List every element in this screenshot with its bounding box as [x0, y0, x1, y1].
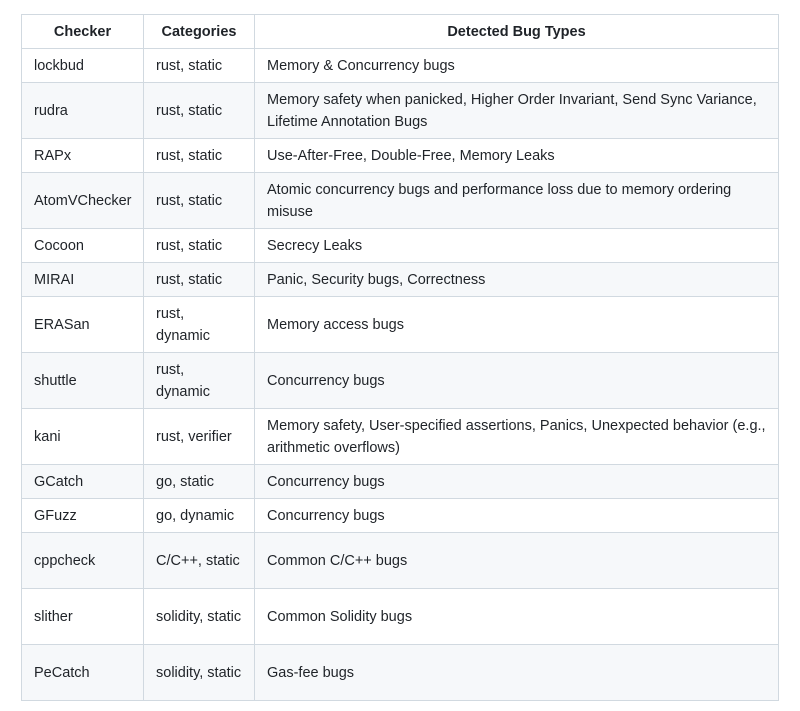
table-row	[22, 263, 779, 297]
cell-categories: go, dynamic	[144, 499, 255, 533]
cell-categories: rust, static	[144, 83, 255, 139]
cell-checker: cppcheck	[22, 533, 144, 589]
cell-checker: GFuzz	[22, 499, 144, 533]
cell-categories: go, static	[144, 465, 255, 499]
cell-checker: Cocoon	[22, 229, 144, 263]
cell-categories: C/C++, static	[144, 533, 255, 589]
cell-categories: rust, static	[144, 49, 255, 83]
table-header	[22, 15, 779, 49]
table-row	[22, 465, 779, 499]
table-row	[22, 297, 779, 353]
table-row	[22, 353, 779, 409]
cell-bug-types: Concurrency bugs	[255, 353, 779, 409]
cell-bug-types: Memory access bugs	[255, 297, 779, 353]
bug-checker-table	[21, 14, 779, 701]
cell-categories: solidity, static	[144, 645, 255, 701]
cell-checker: GCatch	[22, 465, 144, 499]
cell-checker: AtomVChecker	[22, 173, 144, 229]
cell-checker: RAPx	[22, 139, 144, 173]
cell-categories: rust, dynamic	[144, 297, 255, 353]
table-row	[22, 173, 779, 229]
cell-bug-types: Atomic concurrency bugs and performance loss due to memory ordering misuse	[255, 173, 779, 229]
table-row	[22, 409, 779, 465]
cell-bug-types: Memory safety, User-specified assertions, Panics, Unexpected behavior (e.g., arithmetic overflows)	[255, 409, 779, 465]
cell-categories: rust, dynamic	[144, 353, 255, 409]
cell-bug-types: Concurrency bugs	[255, 499, 779, 533]
cell-categories: rust, static	[144, 229, 255, 263]
cell-bug-types: Panic, Security bugs, Correctness	[255, 263, 779, 297]
cell-checker: rudra	[22, 83, 144, 139]
cell-checker: PeCatch	[22, 645, 144, 701]
cell-checker: lockbud	[22, 49, 144, 83]
cell-bug-types: Concurrency bugs	[255, 465, 779, 499]
cell-bug-types: Gas-fee bugs	[255, 645, 779, 701]
table-row	[22, 499, 779, 533]
cell-categories: rust, static	[144, 173, 255, 229]
table-row	[22, 229, 779, 263]
table-row	[22, 139, 779, 173]
cell-checker: slither	[22, 589, 144, 645]
cell-checker: shuttle	[22, 353, 144, 409]
header-checker: Checker	[22, 15, 144, 49]
cell-checker: MIRAI	[22, 263, 144, 297]
table-row	[22, 645, 779, 701]
table-row	[22, 83, 779, 139]
table-row	[22, 49, 779, 83]
cell-categories: rust, static	[144, 139, 255, 173]
cell-bug-types: Common C/C++ bugs	[255, 533, 779, 589]
cell-checker: ERASan	[22, 297, 144, 353]
table-row	[22, 533, 779, 589]
cell-categories: rust, verifier	[144, 409, 255, 465]
header-row	[22, 15, 779, 49]
cell-bug-types: Memory & Concurrency bugs	[255, 49, 779, 83]
cell-categories: solidity, static	[144, 589, 255, 645]
cell-checker: kani	[22, 409, 144, 465]
cell-categories: rust, static	[144, 263, 255, 297]
cell-bug-types: Secrecy Leaks	[255, 229, 779, 263]
cell-bug-types: Use-After-Free, Double-Free, Memory Leaks	[255, 139, 779, 173]
bug-checker-table-container	[21, 14, 778, 701]
header-categories: Categories	[144, 15, 255, 49]
table-body	[22, 49, 779, 701]
table-row	[22, 589, 779, 645]
header-detected-bug-types: Detected Bug Types	[255, 15, 779, 49]
cell-bug-types: Memory safety when panicked, Higher Order Invariant, Send Sync Variance, Lifetime Annotation Bugs	[255, 83, 779, 139]
cell-bug-types: Common Solidity bugs	[255, 589, 779, 645]
